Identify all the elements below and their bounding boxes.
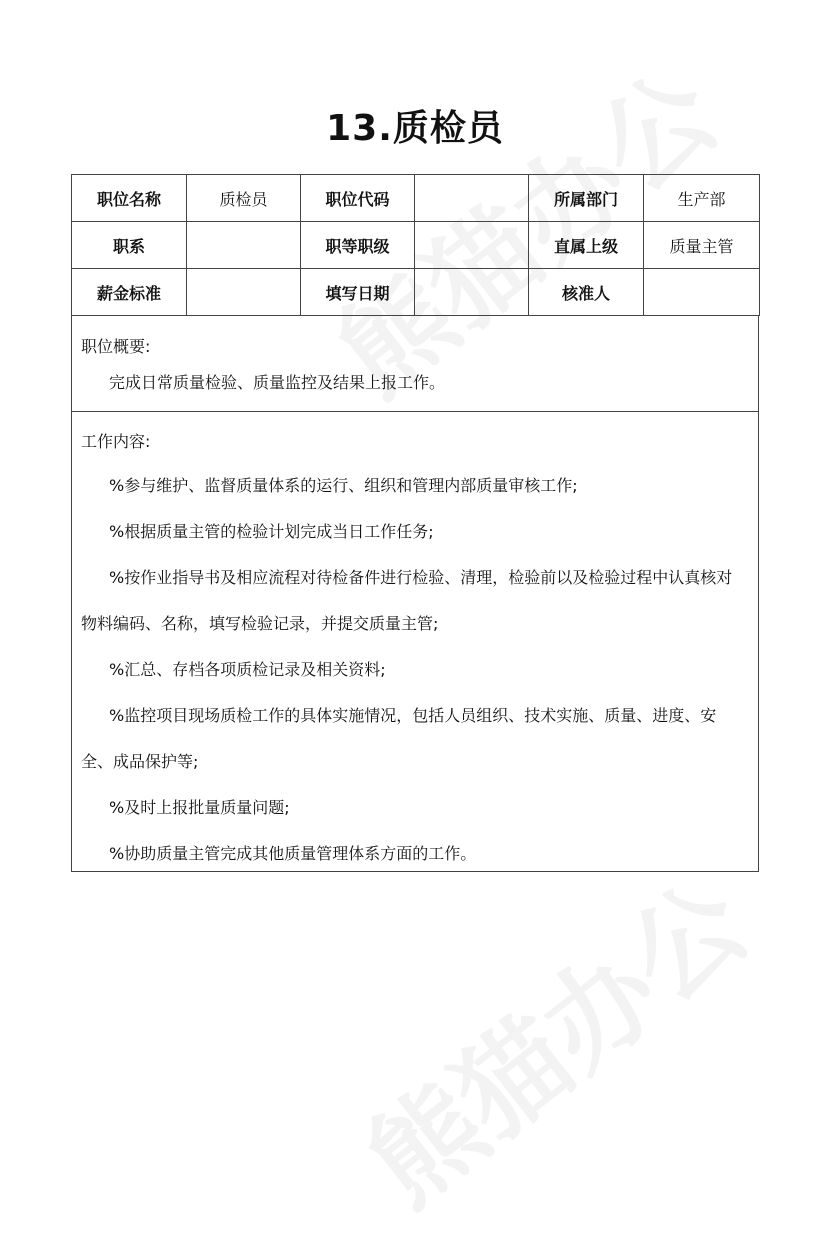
duty-item: %汇总、存档各项质检记录及相关资料; — [109, 660, 386, 679]
table-row — [72, 175, 760, 222]
label-salary-standard: 薪金标准 — [72, 269, 187, 316]
label-direct-supervisor: 直属上级 — [529, 222, 644, 269]
table-row — [72, 269, 760, 316]
value-department: 生产部 — [644, 175, 760, 222]
value-approver — [644, 269, 760, 316]
label-fill-date: 填写日期 — [301, 269, 415, 316]
duty-item: %协助质量主管完成其他质量管理体系方面的工作。 — [109, 844, 477, 863]
label-department: 所属部门 — [529, 175, 644, 222]
job-duties-section — [71, 411, 759, 872]
value-job-family — [187, 222, 301, 269]
page-title: 13.质检员 — [326, 108, 504, 149]
value-direct-supervisor: 质量主管 — [644, 222, 760, 269]
value-position-name: 质检员 — [187, 175, 301, 222]
job-summary-section — [71, 316, 759, 412]
label-position-name: 职位名称 — [72, 175, 187, 222]
label-grade-level: 职等职级 — [301, 222, 415, 269]
value-grade-level — [415, 222, 529, 269]
duty-item: %参与维护、监督质量体系的运行、组织和管理内部质量审核工作; — [109, 476, 578, 495]
duty-item: %按作业指导书及相应流程对待检备件进行检验、清理，检验前以及检验过程中认真核对物料编码、名称，填写检验记录，并提交质量主管; — [81, 568, 733, 633]
value-position-code — [415, 175, 529, 222]
watermark-bottom — [330, 839, 774, 1234]
duties-heading: 工作内容: — [81, 432, 151, 451]
summary-heading: 职位概要: — [81, 337, 151, 356]
summary-text: 完成日常质量检验、质量监控及结果上报工作。 — [109, 373, 446, 392]
label-position-code: 职位代码 — [301, 175, 415, 222]
value-salary-standard — [187, 269, 301, 316]
duty-item: %监控项目现场质检工作的具体实施情况，包括人员组织、技术实施、质量、进度、安全、成品保护等; — [81, 706, 717, 771]
duty-item: %根据质量主管的检验计划完成当日工作任务; — [109, 522, 434, 541]
job-info-table — [71, 174, 760, 316]
label-approver: 核准人 — [529, 269, 644, 316]
label-job-family: 职系 — [72, 222, 187, 269]
duty-item: %及时上报批量质量问题; — [109, 798, 290, 817]
table-row — [72, 222, 760, 269]
value-fill-date — [415, 269, 529, 316]
